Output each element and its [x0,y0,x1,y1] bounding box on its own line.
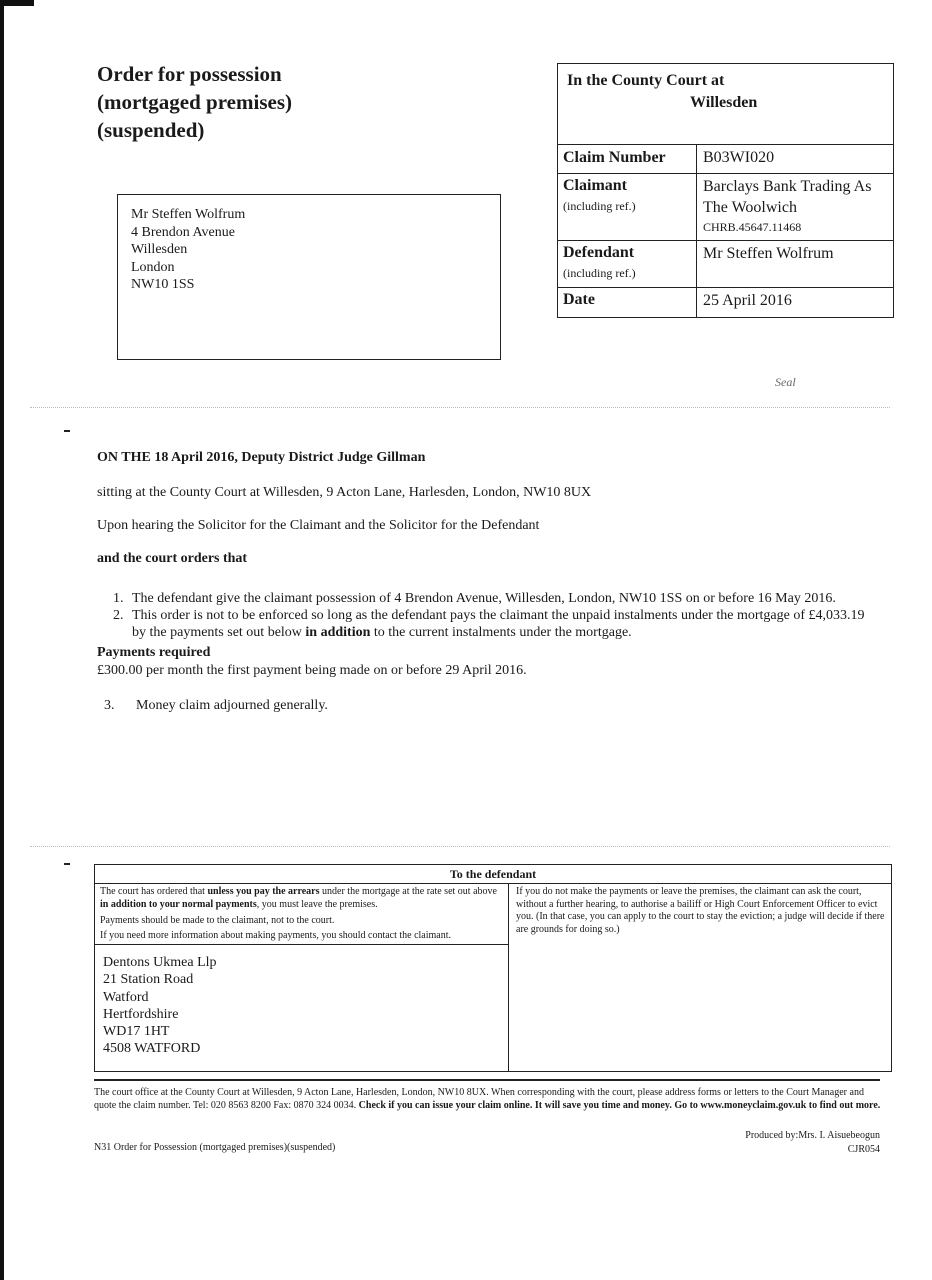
to-defendant-box [94,864,892,1072]
date-label: Date [563,291,595,308]
column-divider [696,145,697,173]
contact-line: 21 Station Road [103,972,194,988]
sitting-location: sitting at the County Court at Willesden, 9 Acton Lane, Harlesden, London, NW10 8UX [97,485,592,500]
contact-line: Dentons Ukmea Llp [103,955,217,970]
claim-number-value: B03WI020 [703,149,775,166]
claimant-solicitor-contact [95,944,508,1072]
produced-by-block [745,1129,880,1157]
column-divider [696,174,697,240]
address-line: NW10 1SS [131,277,195,292]
payment-notice-paragraph [100,886,506,911]
defendant-row [558,241,893,288]
seal-label: Seal [775,375,796,389]
hearing-date-judge: ON THE 18 April 2016, Deputy District Judge Gillman [97,450,426,465]
claimant-name-line: Barclays Bank Trading As [703,178,872,195]
order-item-2-number: 2. [113,608,124,623]
address-line: 4 Brendon Avenue [131,224,235,240]
contact-line: Hertfordshire [103,1006,179,1022]
column-divider [696,241,697,287]
claimant-row [558,174,893,241]
contact-line: Watford [103,989,149,1005]
address-line: Willesden [131,242,188,257]
court-header [558,64,893,145]
defendant-sub-label: (including ref.) [563,266,636,280]
scan-fold-line [30,407,890,408]
payment-notice-paragraph: If you need more information about making payments, you should contact the claimant. [100,929,452,941]
order-item-1: The defendant give the claimant possession of 4 Brendon Avenue, Willesden, London, NW10 1SS on or before 16 May 2016. [132,591,836,606]
court-heading: In the County Court at [567,72,725,89]
claimant-label: Claimant [563,177,627,194]
scan-mark [64,430,70,432]
scan-corner [0,0,34,6]
payments-heading: Payments required [97,645,211,660]
order-item-2-text: by the payments set out below [132,625,306,640]
court-name: Willesden [690,94,758,111]
notice-text: The court has ordered that [100,886,208,897]
form-reference: N31 Order for Possession (mortgaged premises)(suspended) [94,1142,336,1153]
payments-text: £300.00 per month the first payment being made on or before 29 April 2016. [97,663,527,678]
defendant-label: Defendant [563,244,635,261]
defendant-address-box [117,194,501,360]
order-item-1-number: 1. [113,591,124,606]
column-divider [508,883,509,1071]
address-line: Mr Steffen Wolfrum [131,207,246,222]
notice-emphasis: unless you pay the arrears [207,886,320,897]
scan-mark [64,863,70,865]
payment-notice-paragraph: Payments should be made to the claimant, not to the court. [100,915,335,926]
moneyclaim-website: Go to www.moneyclaim.gov.uk to find out more. [674,1100,881,1111]
eviction-notice: If you do not make the payments or leave the premises, the claimant can ask the court, without a further hearing, to authorise a bailiff or High Court Enforcement Officer to evict you. (In that case, you can apply to the court to stay the eviction; a judge will decide if there are grounds for doing so.) [516,886,885,935]
date-value: 25 April 2016 [703,292,792,309]
address-line: London [131,259,175,275]
order-item-2-text: to the current instalments under the mortgage. [370,625,632,640]
online-claim-notice: Check if you can issue your claim online. It will save you time and money. [358,1100,672,1111]
form-code: CJR054 [847,1144,880,1155]
claimant-sub-label: (including ref.) [563,199,636,213]
form-title-line: (mortgaged premises) [97,90,292,114]
orders-heading: and the court orders that [97,551,248,566]
order-item-2-emphasis: in addition [305,625,371,640]
date-row [558,288,893,317]
column-divider [696,288,697,317]
notice-text: , you must leave the premises. [256,898,378,910]
form-title-line: Order for possession [97,62,282,86]
notice-text: under the mortgage at the rate set out above [319,886,497,897]
contact-line: 4508 WATFORD [103,1041,201,1057]
order-item-2-line-2 [132,625,632,641]
order-item-2-line-1: This order is not to be enforced so long as the defendant pays the claimant the unpaid instalments under the mortgage of £4,033.19 [132,608,865,623]
form-title-line: (suspended) [97,118,205,142]
claimant-name-line: The Woolwich [703,199,797,216]
claim-number-label: Claim Number [563,149,666,166]
claimant-reference: CHRB.45647.11468 [703,220,802,234]
produced-by: Produced by:Mrs. I. Aisuebeogun [745,1130,880,1141]
claim-number-row [558,145,893,174]
scan-fold-line [30,846,890,847]
notice-emphasis: in addition to your normal payments [100,898,257,910]
payment-notice [100,886,506,942]
contact-line: WD17 1HT [103,1024,170,1040]
court-office-notice [94,1086,884,1112]
to-defendant-heading: To the defendant [95,865,891,884]
defendant-name: Mr Steffen Wolfrum [703,245,834,262]
order-item-3: Money claim adjourned generally. [136,698,328,713]
form-title [97,60,292,144]
footer-rule [94,1079,880,1081]
scan-edge [0,0,4,1280]
court-office-text: The court office at the County Court at Willesden, 9 Acton Lane, Harlesden, London, NW10 8UX. When corresponding with the court, please address forms or letters to the Court Manager and quote the claim number. Tel: 020 8563 8200 Fax: 0870 324 0034. [94,1087,864,1111]
court-details-box [557,63,894,318]
upon-hearing: Upon hearing the Solicitor for the Claimant and the Solicitor for the Defendant [97,518,540,533]
order-item-3-number: 3. [104,698,115,713]
